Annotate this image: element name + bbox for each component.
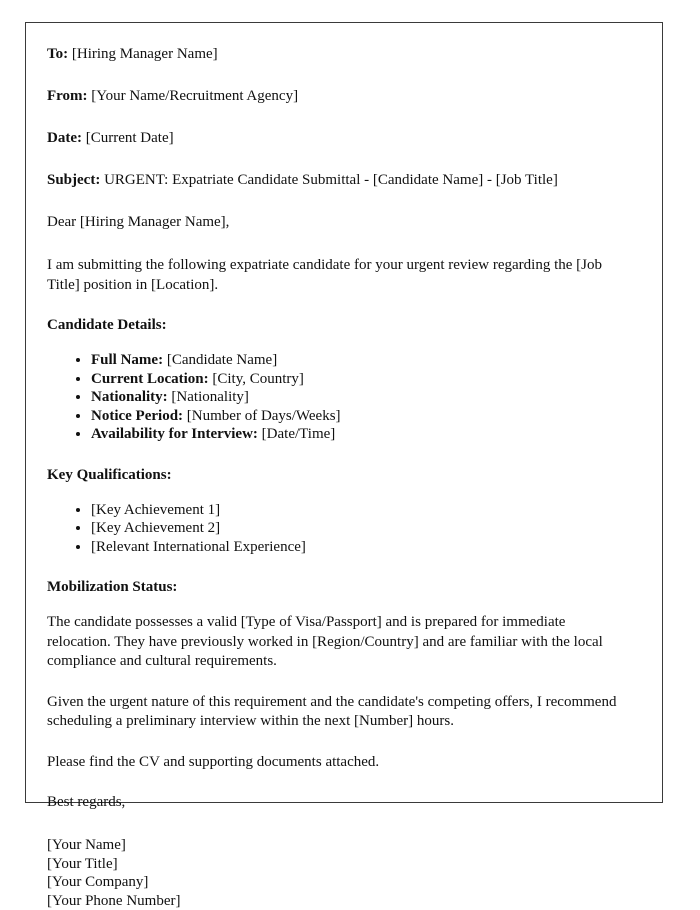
list-item-label: Availability for Interview: xyxy=(91,426,258,442)
mobilization-status-paragraph: The candidate possesses a valid [Type of Visa/Passport] and is prepared for immediate relocation. They have previously worked in [Region/Country] and are familiar with the local compliance and cultural requirements. xyxy=(47,613,620,672)
list-item-value: [Candidate Name] xyxy=(167,352,277,368)
field-date-value: [Current Date] xyxy=(86,130,174,146)
list-item xyxy=(91,407,640,426)
key-qualifications-list xyxy=(47,501,640,557)
list-item-label: Full Name: xyxy=(91,352,163,368)
signature-block xyxy=(47,836,640,910)
field-from-label: From: xyxy=(47,88,88,104)
field-to-value: [Hiring Manager Name] xyxy=(72,46,218,62)
list-item-value: [Number of Days/Weeks] xyxy=(187,408,341,424)
field-to xyxy=(47,45,640,64)
urgency-paragraph: Given the urgent nature of this requirement and the candidate's competing offers, I recommend scheduling a preliminary interview within the next [Number] hours. xyxy=(47,693,620,732)
field-subject xyxy=(47,171,640,190)
field-from-value: [Your Name/Recruitment Agency] xyxy=(91,88,298,104)
field-subject-value: URGENT: Expatriate Candidate Submittal - [Candidate Name] - [Job Title] xyxy=(104,172,558,188)
signature-title: [Your Title] xyxy=(47,855,640,874)
list-item-value: [City, Country] xyxy=(212,371,304,387)
list-item-label: Current Location: xyxy=(91,371,209,387)
list-item xyxy=(91,370,640,389)
field-from xyxy=(47,87,640,106)
list-item xyxy=(91,351,640,370)
document-body xyxy=(26,23,662,910)
list-item-label: Nationality: xyxy=(91,389,168,405)
field-to-label: To: xyxy=(47,46,68,62)
signature-phone: [Your Phone Number] xyxy=(47,892,640,910)
candidate-details-list xyxy=(47,351,640,444)
field-subject-label: Subject: xyxy=(47,172,100,188)
mobilization-status-heading: Mobilization Status: xyxy=(47,578,640,597)
intro-paragraph: I am submitting the following expatriate candidate for your urgent review regarding the [Job Title] position in [Location]. xyxy=(47,256,620,295)
signature-company: [Your Company] xyxy=(47,873,640,892)
attachment-paragraph: Please find the CV and supporting documents attached. xyxy=(47,753,620,773)
key-qualifications-heading: Key Qualifications: xyxy=(47,466,640,485)
field-date xyxy=(47,129,640,148)
closing-line: Best regards, xyxy=(47,793,640,812)
document-frame xyxy=(25,22,663,803)
field-date-label: Date: xyxy=(47,130,82,146)
list-item xyxy=(91,388,640,407)
list-item-value: [Nationality] xyxy=(171,389,248,405)
list-item: • [Key Achievement 1] xyxy=(91,501,640,520)
list-item: • [Key Achievement 2] xyxy=(91,519,640,538)
candidate-details-heading: Candidate Details: xyxy=(47,316,640,335)
signature-name: [Your Name] xyxy=(47,836,640,855)
list-item: • [Relevant International Experience] xyxy=(91,538,640,557)
list-item-value: [Date/Time] xyxy=(262,426,336,442)
list-item-label: Notice Period: xyxy=(91,408,183,424)
list-item xyxy=(91,425,640,444)
salutation: Dear [Hiring Manager Name], xyxy=(47,213,640,232)
